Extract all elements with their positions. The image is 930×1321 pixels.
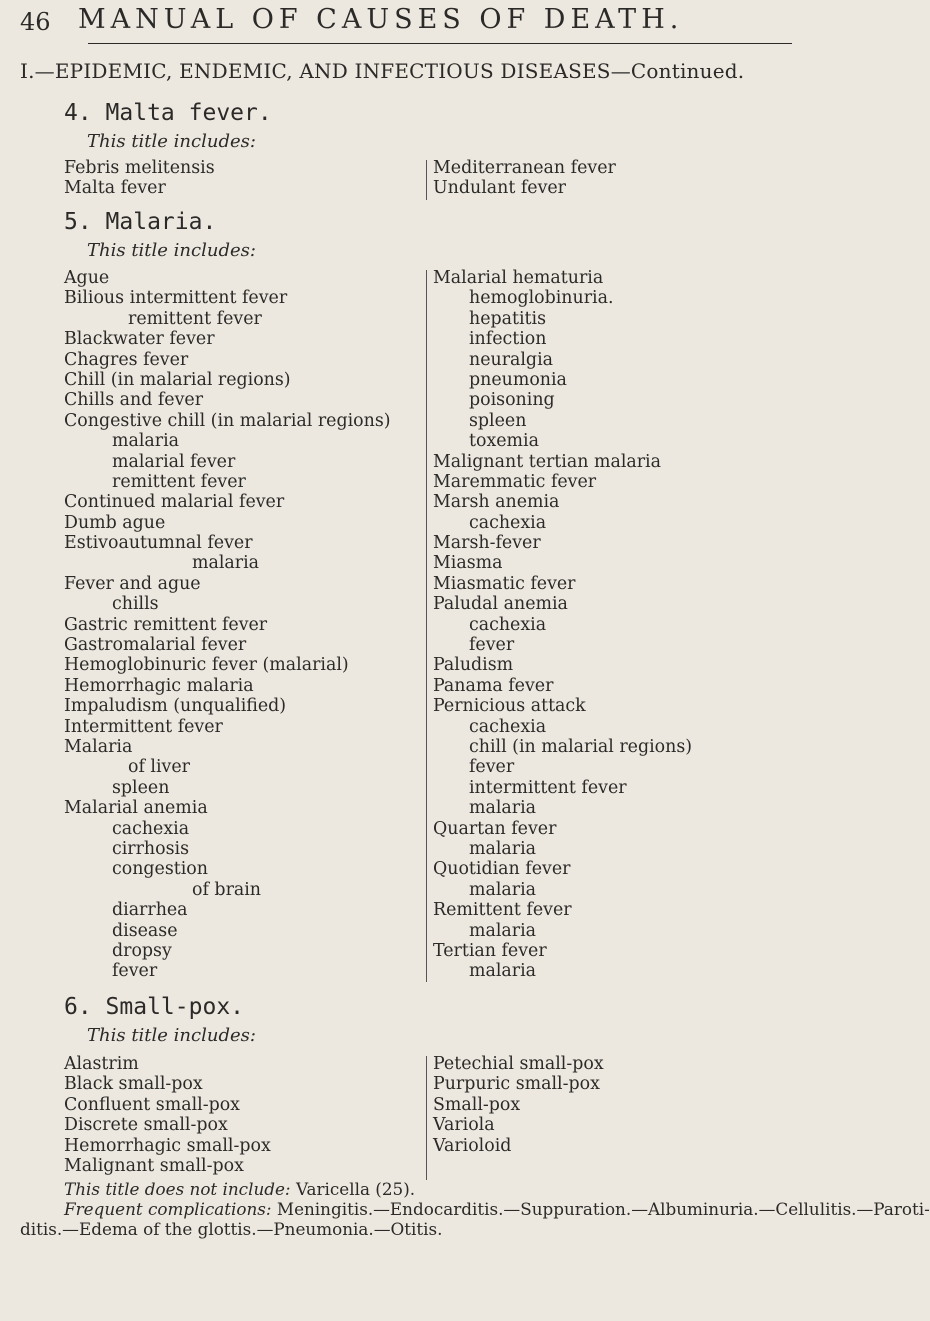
list-item: intermittent fever [469,777,627,798]
section-title-malta-fever: 4. Malta fever. [64,100,272,126]
left-column-malta-fever [64,158,215,199]
list-item: chill (in malarial regions) [469,736,693,757]
column-divider [426,1056,427,1180]
list-item: Petechial small-pox [433,1054,604,1074]
list-item: malaria [469,798,537,819]
list-item: Paludism [433,655,514,676]
list-item: malaria [112,431,180,452]
list-item: Varioloid [433,1135,512,1156]
column-divider [426,160,427,200]
list-item: cachexia [469,512,547,533]
list-item: Malarial anemia [64,798,208,819]
list-item: Dumb ague [64,512,166,533]
complications-text: Meningitis.—Endocarditis.—Suppuration.—Albuminuria.—Cellulitis.—Paroti- [276,1199,930,1219]
list-item: toxemia [469,431,539,452]
list-item: hepatitis [469,308,547,329]
list-item: Panama fever [433,675,554,696]
list-item: Miasma [433,553,503,574]
list-item: Maremmatic fever [433,471,597,492]
list-item: Malaria [64,736,133,757]
list-item: Blackwater fever [64,329,215,350]
list-item: Hemorrhagic malaria [64,675,254,696]
list-item: malaria [469,920,537,941]
list-item: Quotidian fever [433,859,571,880]
list-item: malaria [192,553,260,574]
right-column-malta-fever [433,158,616,199]
list-item: Intermittent fever [64,716,223,737]
section-title-small-pox: 6. Small-pox. [64,994,245,1020]
list-item: malaria [469,961,537,982]
section-includes-label: This title includes: [87,1025,256,1046]
list-item: Bilious intermittent fever [64,288,288,309]
list-item: spleen [112,777,170,798]
list-item: Malignant small-pox [64,1155,244,1176]
section-subtitle: I.—EPIDEMIC, ENDEMIC, AND INFECTIOUS DISEASES—Continued. [20,59,745,83]
column-divider [426,270,427,982]
list-item: infection [469,329,547,350]
list-item: Malignant tertian malaria [433,451,661,472]
list-item: of liver [128,757,190,778]
list-item: of brain [192,879,262,900]
list-item: Malarial hematuria [433,268,604,288]
list-item: fever [469,635,515,656]
list-item: Gastric remittent fever [64,614,268,635]
list-item: hemoglobinuria. [469,288,614,309]
list-item: diarrhea [112,900,188,921]
list-item: cachexia [469,716,547,737]
section-includes-label: This title includes: [87,240,256,261]
list-item: Impaludism (unqualified) [64,696,287,717]
list-item: Hemorrhagic small-pox [64,1135,271,1156]
list-item: Variola [433,1115,495,1136]
running-title: MANUAL OF CAUSES OF DEATH. [78,4,684,35]
left-column-malaria [64,268,391,982]
list-item: dropsy [112,940,172,961]
list-item: congestion [112,859,208,880]
list-item: Malta fever [64,178,166,199]
list-item: Marsh anemia [433,492,560,513]
complications-note [64,1199,930,1219]
not-include-text: Varicella (25). [295,1179,416,1199]
list-item: pneumonia [469,369,567,390]
page-header [0,0,801,92]
list-item: Small-pox [433,1094,521,1115]
list-item: Chill (in malarial regions) [64,369,291,390]
list-item: Black small-pox [64,1074,203,1095]
list-item: Fever and ague [64,573,201,594]
list-item: Confluent small-pox [64,1094,240,1115]
list-item: cachexia [112,818,190,839]
list-item: malaria [469,838,537,859]
section-includes-label: This title includes: [87,131,256,152]
list-item: Alastrim [64,1054,139,1074]
list-item: neuralgia [469,349,553,370]
list-item: Estivoautumnal fever [64,533,253,554]
list-item: Chagres fever [64,349,189,370]
list-item: Pernicious attack [433,696,586,717]
list-item: Quartan fever [433,818,557,839]
list-item: Marsh-fever [433,533,541,554]
list-item: disease [112,920,178,941]
list-item: Tertian fever [433,940,547,961]
list-item: fever [112,961,158,982]
list-item: Paludal anemia [433,594,568,615]
list-item: Ague [64,268,110,288]
not-include-note [64,1179,415,1199]
list-item: Chills and fever [64,390,204,411]
list-item: Remittent fever [433,900,572,921]
list-item: cirrhosis [112,838,190,859]
list-item: fever [469,757,515,778]
list-item: spleen [469,410,527,431]
list-item: Miasmatic fever [433,573,576,594]
list-item: chills [112,594,159,615]
list-item: poisoning [469,390,555,411]
complications-label: Frequent complications: [64,1199,272,1219]
list-item: Continued malarial fever [64,492,285,513]
header-rule [88,43,792,44]
list-item: malaria [469,879,537,900]
not-include-label: This title does not include: [64,1179,291,1199]
list-item: remittent fever [128,308,262,329]
list-item: Hemoglobinuric fever (malarial) [64,655,349,676]
list-item: Gastromalarial fever [64,635,247,656]
list-item: Undulant fever [433,178,566,199]
right-column-small-pox [433,1054,604,1156]
complications-note-continued: ditis.—Edema of the glottis.—Pneumonia.—Otitis. [20,1219,443,1239]
section-title-malaria: 5. Malaria. [64,209,217,235]
list-item: Febris melitensis [64,158,215,178]
list-item: malarial fever [112,451,236,472]
right-column-malaria [433,268,692,982]
list-item: Mediterranean fever [433,158,616,178]
list-item: Discrete small-pox [64,1115,228,1136]
list-item: Purpuric small-pox [433,1074,600,1095]
page-number: 46 [20,8,51,36]
list-item: cachexia [469,614,547,635]
list-item: Congestive chill (in malarial regions) [64,410,391,431]
list-item: remittent fever [112,471,246,492]
left-column-small-pox [64,1054,271,1176]
